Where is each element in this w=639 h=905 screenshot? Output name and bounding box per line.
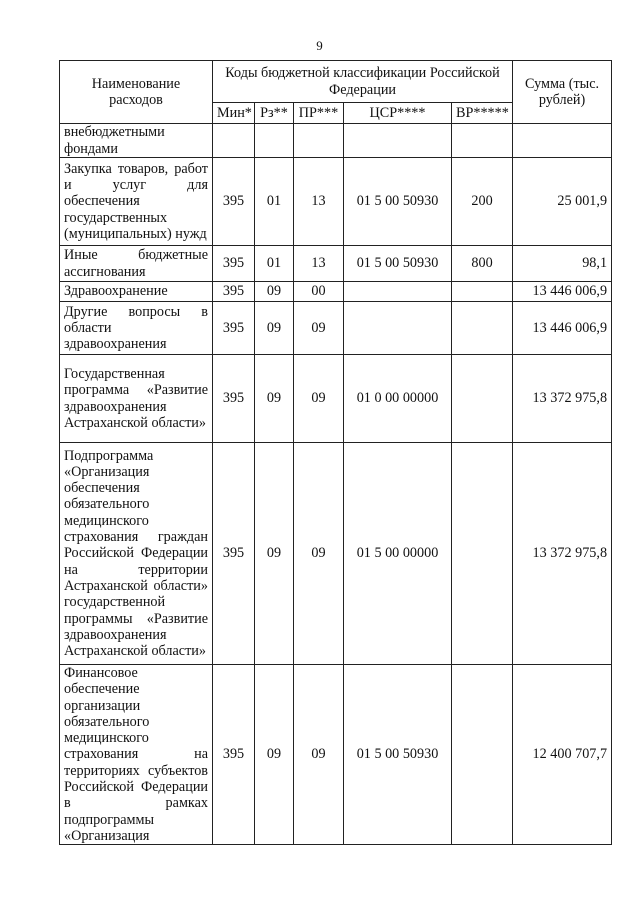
table-row: [60, 302, 612, 355]
table-row: [60, 282, 612, 302]
row-csr: 01 0 00 00000: [344, 355, 452, 443]
row-pr: 09: [294, 302, 344, 355]
row-csr: 01 5 00 50930: [344, 158, 452, 246]
table-row: [60, 665, 612, 845]
row-name: внебюджетными фондами: [60, 124, 213, 158]
row-name: Иные бюджетные ассигнования: [60, 246, 213, 282]
row-sum: 25 001,9: [513, 158, 612, 246]
header-csr: ЦСР****: [344, 103, 452, 124]
header-pr: ПР***: [294, 103, 344, 124]
row-rz: 09: [255, 665, 294, 845]
row-name: Закупка товаров, работ и услуг для обеспечения государственных (муниципальных) нужд: [60, 158, 213, 246]
row-pr: 13: [294, 158, 344, 246]
row-pr: 09: [294, 355, 344, 443]
row-name: Финансовое обеспечение организации обязательного медицинского страхования на территориях субъектов Российской Федерации в рамках подпрограммы «Организация: [60, 665, 213, 845]
row-rz: [255, 124, 294, 158]
row-pr: 13: [294, 246, 344, 282]
row-min: 395: [213, 355, 255, 443]
row-sum: 12 400 707,7: [513, 665, 612, 845]
row-name: Подпрограмма «Организация обеспечения обязательного медицинского страхования граждан Российской Федерации на территории Астраханской области» государственной программы «Развитие здравоохранения Астраханской области»: [60, 443, 213, 665]
row-name: Государственная программа «Развитие здравоохранения Астраханской области»: [60, 355, 213, 443]
row-pr: 00: [294, 282, 344, 302]
row-vr: 800: [452, 246, 513, 282]
row-pr: [294, 124, 344, 158]
row-min: 395: [213, 443, 255, 665]
row-pr: 09: [294, 443, 344, 665]
row-pr: 09: [294, 665, 344, 845]
row-rz: 01: [255, 246, 294, 282]
header-name: Наименование расходов: [60, 61, 213, 124]
row-csr: 01 5 00 00000: [344, 443, 452, 665]
row-name: Другие вопросы в области здравоохранения: [60, 302, 213, 355]
row-rz: 01: [255, 158, 294, 246]
row-rz: 09: [255, 302, 294, 355]
row-vr: [452, 665, 513, 845]
row-vr: 200: [452, 158, 513, 246]
page-number: 9: [316, 38, 323, 53]
table-row: [60, 246, 612, 282]
row-csr: 01 5 00 50930: [344, 665, 452, 845]
row-min: 395: [213, 302, 255, 355]
row-csr: [344, 124, 452, 158]
row-name: Здравоохранение: [60, 282, 213, 302]
row-sum: [513, 124, 612, 158]
row-sum: 13 372 975,8: [513, 355, 612, 443]
row-vr: [452, 302, 513, 355]
row-vr: [452, 124, 513, 158]
row-csr: [344, 282, 452, 302]
table-row: [60, 158, 612, 246]
row-sum: 13 372 975,8: [513, 443, 612, 665]
row-min: 395: [213, 246, 255, 282]
row-sum: 13 446 006,9: [513, 302, 612, 355]
row-rz: 09: [255, 282, 294, 302]
row-vr: [452, 443, 513, 665]
header-codes: Коды бюджетной классификации Российской Федерации: [213, 61, 513, 103]
table-row: [60, 124, 612, 158]
budget-table: [59, 60, 612, 845]
row-rz: 09: [255, 443, 294, 665]
row-min: 395: [213, 282, 255, 302]
row-min: 395: [213, 665, 255, 845]
row-vr: [452, 355, 513, 443]
table-row: [60, 355, 612, 443]
row-sum: 98,1: [513, 246, 612, 282]
table-row: [60, 443, 612, 665]
row-min: 395: [213, 158, 255, 246]
row-min: [213, 124, 255, 158]
row-rz: 09: [255, 355, 294, 443]
row-csr: 01 5 00 50930: [344, 246, 452, 282]
header-vr: ВР*****: [452, 103, 513, 124]
header-min: Мин*: [213, 103, 255, 124]
header-rz: Рз**: [255, 103, 294, 124]
header-sum: Сумма (тыс. рублей): [513, 61, 612, 124]
row-csr: [344, 302, 452, 355]
row-sum: 13 446 006,9: [513, 282, 612, 302]
row-vr: [452, 282, 513, 302]
